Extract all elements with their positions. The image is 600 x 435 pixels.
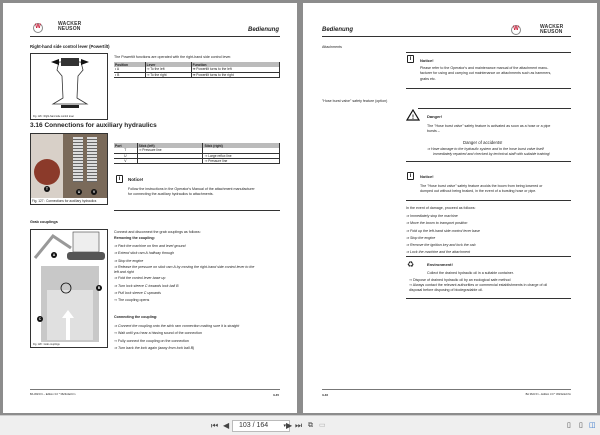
copy-icon[interactable]: ⧉ — [308, 422, 313, 429]
environment-icon: ♻ — [407, 260, 415, 269]
danger-subtitle: Danger of accidents! — [463, 140, 503, 145]
notice-title: Notice! — [420, 174, 434, 179]
figure-hydraulic-connections: T U V Fig. 127 : Connections for auxiliary hydraulics — [30, 133, 108, 205]
figure-control-lever — [30, 53, 108, 120]
brand-wordmark: WACKER NEUSON — [58, 21, 82, 32]
section-heading: Right-hand side control lever (Powertilt) — [30, 44, 110, 49]
lever-table: Position Lever Function • A ⇒ To the left ➡ Powertilt turns to the left • B ⇒ To the right ➡ Powertilt turns to the right — [114, 62, 280, 78]
table-row: U ⇒ Large reflux line — [114, 153, 280, 158]
figure-caption: Fig. 127 : Connections for auxiliary hydraulics — [31, 198, 107, 204]
page-header: Bedienung — [248, 27, 279, 33]
danger-title: Danger! — [427, 114, 443, 119]
chevron-down-icon[interactable]: ▾ — [283, 423, 286, 429]
page-number: 3-46 — [322, 393, 329, 397]
viewer-toolbar — [0, 415, 600, 435]
right-page — [303, 3, 597, 413]
info-icon: i — [407, 55, 414, 63]
connecting-steps: ⇒ Connect the coupling onto the stick ram connection making sure it is straight ⇒ Wait until you hear a hissing sound of the connection ⇒ Fully connect the coupling on the connection ⇒ Turn back the lock again (away from lock ball B) — [114, 324, 240, 351]
figure-caption: Fig. 128 : Grab couplings — [33, 343, 60, 346]
page-number-input[interactable]: 103 / 164 ▾ — [232, 420, 290, 432]
paste-icon[interactable]: ▭ — [319, 422, 326, 429]
notice-text: for connecting the auxiliary hydraulics to attachments. — [128, 192, 214, 196]
figure-grab-couplings: A B C Fig. 128 : Grab couplings — [30, 229, 108, 348]
notice-text: Follow the instructions in the Operator's Manual of the attachment manufacturer — [128, 187, 255, 191]
removing-steps: ⇒ Park the machine on firm and level ground ⇒ Extend stick ram A halfway through ⇒ Stop the engine ⇒ Release the pressure on stick ram A by moving the right-hand side control lever to the left and right ⇒ Fold the control lever base up ⇒ Turn lock sleeve C towards lock ball B ⇒ Pull lock sleeve C upwards ⇒ The coupling opens — [114, 244, 255, 303]
page-number: 3-45 — [272, 393, 279, 397]
notice-text: Please refer to the Operator's and maintenance manual of the attachment manu- facturer for using and carrying out maintenance on attachments such as hammers, grabs etc. — [420, 66, 552, 81]
brand-wordmark: WACKER NEUSON — [540, 24, 564, 35]
wacker-neuson-logo-icon: W — [511, 25, 521, 35]
body-text: Connect and disconnect the grab couplings as follows: — [114, 230, 201, 234]
danger-text: The "Hose burst valve" safety feature is activated as soon as a hose or a pipe bursts – — [427, 124, 551, 134]
body-text: Collect the drained hydraulic oil in a suitable container. — [427, 271, 514, 275]
page-header: Bedienung — [322, 27, 353, 33]
section-heading: "Hose burst valve" safety feature (option) — [322, 99, 388, 103]
info-icon: i — [407, 172, 414, 180]
environment-steps: ⇒ Dispose of drained hydraulic oil by an ecological safe method ⇒ Always contact the relevant authorities or commercial establishments in charge of oil disposal before disposing of biodegradable oil. — [409, 278, 548, 293]
notice-text: The "Hose burst valve" safety feature avoids the boom from being lowered or dumped out without being braked, in the event of a bursting hose or pipe. — [420, 184, 543, 194]
danger-action: ⇒ Have damage to the hydraulic system and to the hose burst valve itself immediately repaired and checked by technical staff with suitable training! — [427, 147, 551, 157]
section-heading: Attachments — [322, 45, 342, 49]
single-page-view-icon[interactable]: ▯ — [567, 422, 571, 429]
footer-doc-id: BA 3623 Ft – Edition 3.0 * 3623s3e0.fm — [525, 393, 571, 396]
next-page-button[interactable]: ▶ — [286, 421, 293, 430]
body-text: In the event of damage, proceed as follows: — [406, 206, 476, 210]
continuous-view-icon[interactable]: ▯ — [579, 422, 583, 429]
environment-title: Environment! — [427, 262, 453, 267]
last-page-button[interactable]: ⏭ — [295, 421, 303, 430]
svg-text:!: ! — [412, 115, 414, 121]
wacker-neuson-logo-icon: W — [33, 23, 43, 33]
table-row: V ⇒ Pressure line — [114, 158, 280, 163]
footer-doc-id: BA 3623 Ft – Edition 3.0 * 3623s3e0.fm — [30, 393, 76, 396]
figure-caption: Fig. 126 : Right-hand side control lever — [33, 115, 75, 118]
table-row: • A ⇒ To the left ➡ Powertilt turns to the left — [114, 67, 280, 72]
notice-title: Notice! — [420, 58, 434, 63]
info-icon: i — [116, 175, 123, 183]
left-page — [3, 3, 297, 413]
warning-triangle-icon — [406, 109, 420, 121]
damage-steps: ⇒ Immediately stop the machine ⇒ Move the boom to transport position ⇒ Fold up the left-hand side control lever base ⇒ Stop the engine ⇒ Remove the ignition key and lock the cab ⇒ Lock the machine and the attachment — [406, 214, 480, 255]
subheading: Removing the coupling: — [114, 236, 155, 240]
notice-title: Notice! — [128, 177, 144, 182]
first-page-button[interactable]: ⏮ — [211, 421, 219, 430]
port-table: Port Stick (left) Stick (right) T ⇒ Pressure line U ⇒ Large reflux line V ⇒ Pressure line — [114, 143, 280, 164]
table-row: T ⇒ Pressure line — [114, 148, 280, 153]
section-heading: Grab couplings — [30, 220, 58, 224]
previous-page-button[interactable]: ◀ — [223, 421, 230, 430]
subheading: Connecting the coupling: — [114, 315, 158, 319]
two-page-view-icon[interactable]: ◫ — [589, 422, 596, 429]
table-row: • B ⇒ To the right ➡ Powertilt turns to the right — [114, 72, 280, 77]
section-title: 3.16 Connections for auxiliary hydraulics — [30, 122, 157, 129]
intro-text: The Powertilt functions are operated with the right-hand side control lever. — [114, 55, 232, 59]
